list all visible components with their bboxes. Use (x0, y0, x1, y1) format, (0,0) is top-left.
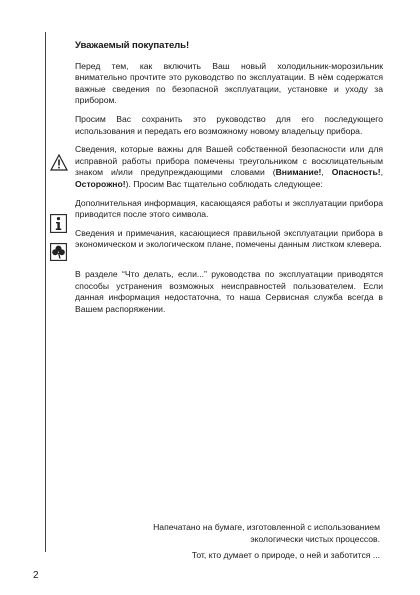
page-heading: Уважаемый покупатель! (75, 40, 190, 51)
warning-text-before: Сведения, которые важны для Вашей собственной безопасности или для исправной работы прибора помечены треугольником с восклицательным знаком и/или предупреждающими словами ( (75, 144, 383, 178)
page-content (75, 40, 383, 322)
warning-text-after: ). Просим Вас тщательно соблюдать следующее: (125, 178, 323, 189)
troubleshooting-paragraph: В разделе “Что делать, если...” руководства по эксплуатации приводятся способы устранения возможных неисправностей пользователем. Если данная информация недостаточна, то наша Сервисная служба всегда в Вашем распоряжении. (75, 268, 383, 314)
keep-manual-paragraph: Просим Вас сохранить это руководство для его последующего использования и передать его возможному новому владельцу прибора. (75, 113, 383, 136)
warning-word-danger: Опасность! (331, 167, 381, 178)
info-icon (50, 214, 67, 233)
margin-rule (45, 32, 46, 552)
page-number: 2 (33, 570, 39, 581)
info-paragraph: Дополнительная информация, касающаяся работы и эксплуатации прибора приводится после этого символа. (75, 197, 383, 220)
clover-leaf-icon (50, 243, 67, 261)
warning-paragraph (75, 144, 383, 190)
footer-line-2: экологически чистых процессов. (250, 533, 380, 544)
footer-note (75, 522, 380, 562)
eco-paragraph: Сведения и примечания, касающиеся правильной эксплуатации прибора в экономическом и экологическом плане, помечены данным листком клевера. (75, 227, 383, 250)
warning-separator: , (321, 167, 332, 178)
warning-word-caution: Осторожно! (75, 178, 126, 189)
warning-triangle-icon (50, 154, 68, 171)
warning-separator: , (380, 167, 384, 178)
footer-line-1: Напечатано на бумаге, изготовленной с использованием (153, 522, 380, 532)
footer-line-3: Тот, кто думает о природе, о ней и заботится ... (191, 550, 380, 561)
warning-word-attention: Внимание! (275, 167, 322, 178)
intro-paragraph: Перед тем, как включить Ваш новый холодильник-морозильник внимательно прочтите это руководство по эксплуатации. В нём содержатся важные сведения по безопасной эксплуатации, установке и уходу за прибором. (75, 60, 383, 106)
